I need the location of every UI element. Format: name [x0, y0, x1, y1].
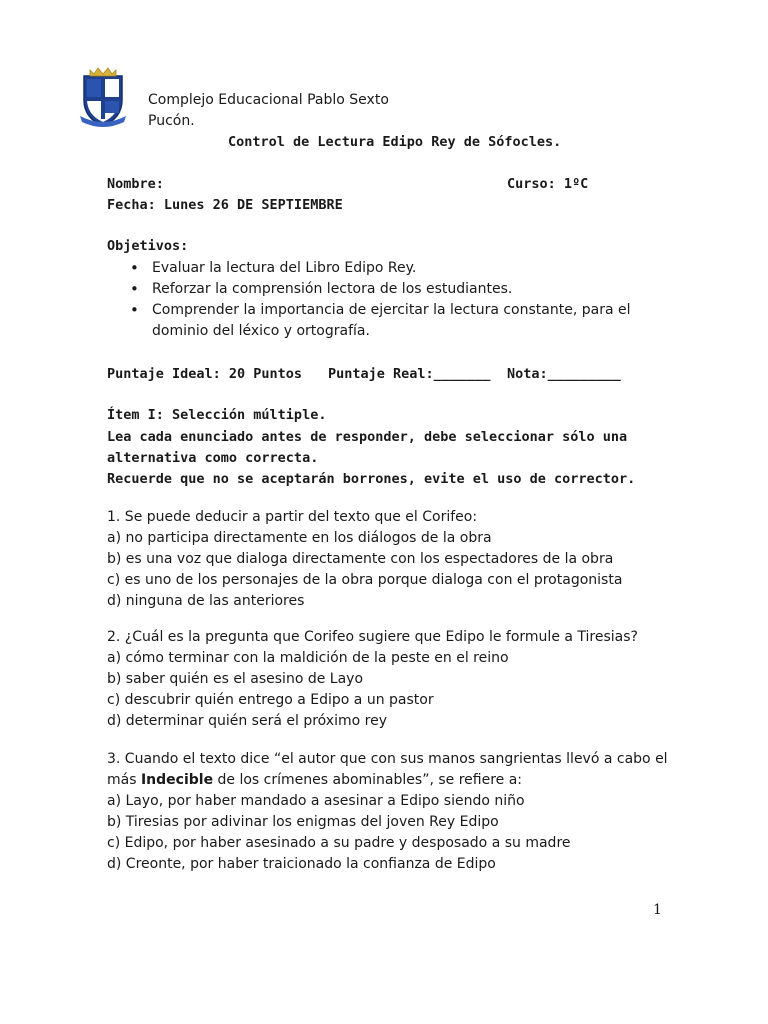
school-name: Complejo Educacional Pablo Sexto — [148, 92, 389, 108]
answer-option: c) es uno de los personajes de la obra porque dialoga con el protagonista — [107, 572, 623, 588]
answer-option: b) Tiresias por adivinar los enigmas del joven Rey Edipo — [107, 814, 499, 830]
question-2 — [107, 627, 638, 732]
document-title: Control de Lectura Edipo Rey de Sófocles. — [228, 134, 562, 150]
answer-option: b) saber quién es el asesino de Layo — [107, 671, 364, 687]
page-number: 1 — [653, 902, 662, 918]
ideal-score: Puntaje Ideal: 20 Puntos — [107, 366, 303, 382]
answer-option: a) no participa directamente en los diálogos de la obra — [107, 530, 492, 546]
objective-item: • Evaluar la lectura del Libro Edipo Rey. — [124, 258, 672, 279]
course-label: Curso: 1ºC — [507, 176, 589, 192]
name-label: Nombre: — [107, 176, 164, 192]
date-label: Fecha: Lunes 26 DE SEPTIEMBRE — [107, 197, 343, 213]
instructions-line: Lea cada enunciado antes de responder, debe seleccionar sólo una — [107, 429, 628, 445]
school-crest-logo — [80, 66, 126, 128]
objectives-list — [124, 258, 672, 342]
answer-option: c) Edipo, por haber asesinado a su padre y desposado a su madre — [107, 835, 571, 851]
grade-field: Nota:_________ — [507, 366, 621, 382]
objective-item: • Reforzar la comprensión lectora de los estudiantes. — [124, 279, 672, 300]
instructions-line: alternativa como correcta. — [107, 450, 319, 466]
answer-option: c) descubrir quién entrego a Edipo a un pastor — [107, 692, 434, 708]
school-city: Pucón. — [148, 113, 195, 129]
instructions-line: Recuerde que no se aceptarán borrones, evite el uso de corrector. — [107, 471, 636, 487]
answer-option: d) determinar quién será el próximo rey — [107, 713, 387, 729]
question-prompt-continued — [107, 770, 668, 791]
prompt-text: más — [107, 772, 141, 788]
item1-heading: Ítem I: Selección múltiple. — [107, 407, 327, 423]
answer-option: a) Layo, por haber mandado a asesinar a Edipo siendo niño — [107, 793, 525, 809]
answer-option: a) cómo terminar con la maldición de la peste en el reino — [107, 650, 509, 666]
prompt-text: de los crímenes abominables”, se refiere a: — [213, 772, 523, 788]
keyword-indecible: Indecible — [140, 772, 214, 788]
answer-option: d) Creonte, por haber traicionado la confianza de Edipo — [107, 856, 496, 872]
objective-item: • Comprender la importancia de ejercitar la lectura constante, para el dominio del léxico y ortografía. — [124, 300, 672, 342]
objectives-heading: Objetivos: — [107, 238, 189, 254]
question-prompt: 1. Se puede deducir a partir del texto que el Corifeo: — [107, 509, 478, 525]
answer-option: b) es una voz que dialoga directamente con los espectadores de la obra — [107, 551, 614, 567]
real-score-field: Puntaje Real:_______ — [328, 366, 491, 382]
question-1 — [107, 507, 622, 612]
answer-option: d) ninguna de las anteriores — [107, 593, 305, 609]
question-prompt: 2. ¿Cuál es la pregunta que Corifeo sugiere que Edipo le formule a Tiresias? — [107, 629, 638, 645]
question-prompt: 3. Cuando el texto dice “el autor que con sus manos sangrientas llevó a cabo el — [107, 751, 668, 767]
question-3 — [107, 749, 668, 875]
